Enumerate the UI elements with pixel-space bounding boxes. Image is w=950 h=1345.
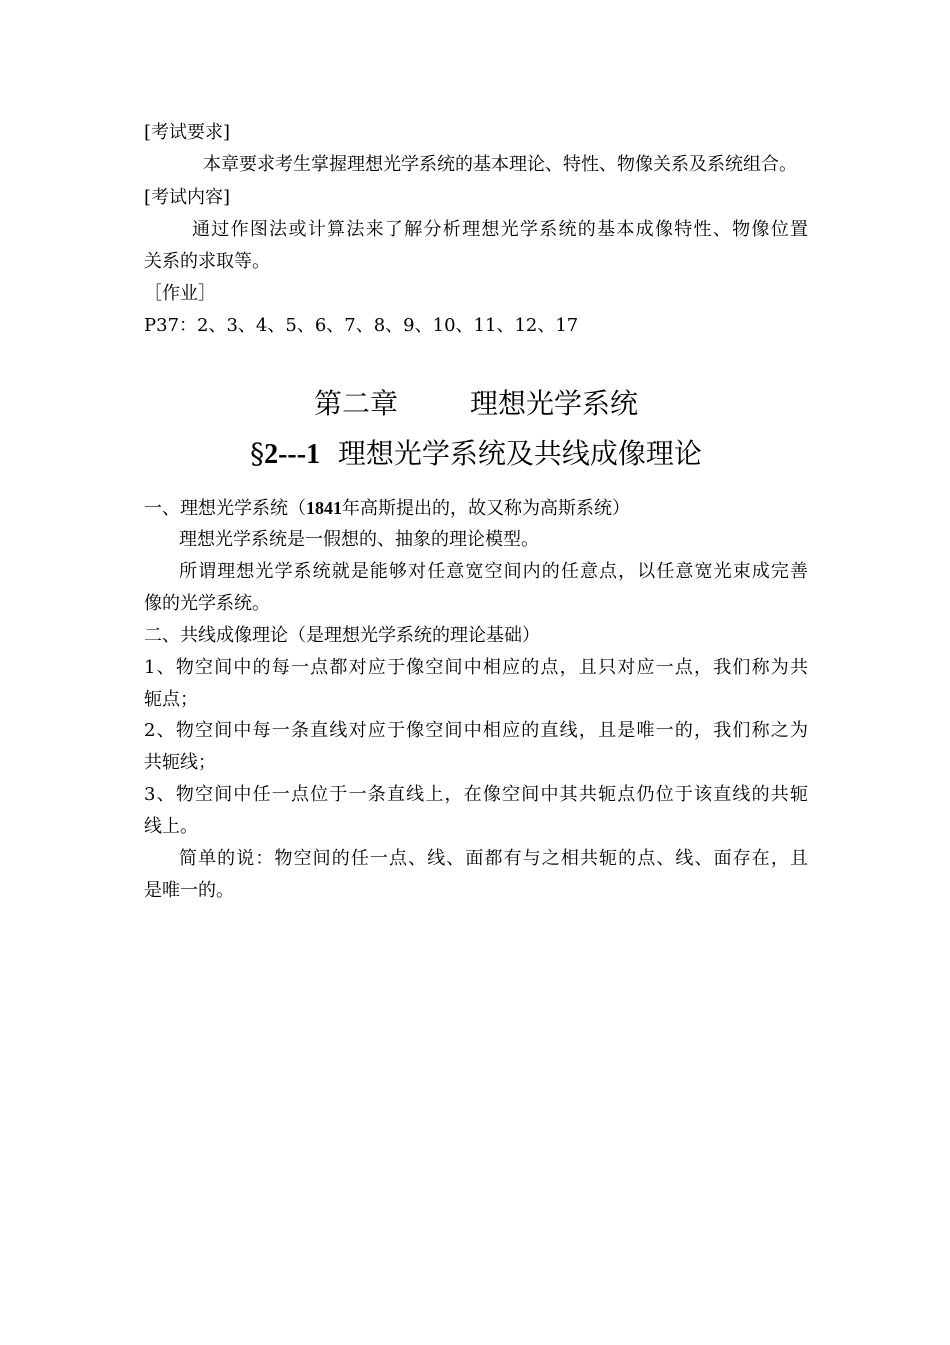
part2-item-2-line-1: 2、物空间中每一条直线对应于像空间中相应的直线，且是唯一的，我们称之为	[144, 720, 808, 741]
section-number: 2---1	[264, 439, 321, 470]
part2-item-3-line-2: 线上。	[144, 816, 198, 837]
part2-item-3-line-1: 3、物空间中任一点位于一条直线上，在像空间中其共轭点仍位于该直线的共轭	[144, 784, 808, 805]
part2-item-2-line-2: 共轭线；	[144, 752, 216, 773]
homework-heading: ［作业］	[144, 283, 216, 304]
part1-heading-post: 年高斯提出的，故又称为高斯系统）	[342, 498, 630, 519]
part1-heading-pre: 一、理想光学系统（	[144, 498, 306, 519]
homework-text: P37：2、3、4、5、6、7、8、9、10、11、12、17	[144, 315, 579, 336]
part1-heading	[144, 497, 630, 519]
chapter-number: 第二章	[313, 387, 398, 420]
section-heading	[144, 436, 808, 473]
exam-content-line-2: 关系的求取等。	[144, 251, 270, 272]
part1-heading-year: 1841	[306, 498, 342, 518]
part2-item-1-line-1: 1、物空间中的每一点都对应于像空间中相应的点，且只对应一点，我们称为共	[144, 657, 808, 678]
section-symbol: §	[250, 437, 265, 470]
part2-summary-line-1: 简单的说：物空间的任一点、线、面都有与之相共轭的点、线、面存在，且	[179, 848, 808, 869]
exam-requirements-text: 本章要求考生掌握理想光学系统的基本理论、特性、物像关系及系统组合。	[203, 154, 797, 175]
exam-requirements-heading: [考试要求]	[144, 122, 231, 143]
part1-paragraph-1: 理想光学系统是一假想的、抽象的理论模型。	[179, 529, 539, 550]
exam-content-heading: [考试内容]	[144, 187, 231, 208]
part1-paragraph-2-line-2: 像的光学系统。	[144, 593, 270, 614]
chapter-title: 理想光学系统	[470, 387, 639, 420]
exam-content-line-1: 通过作图法或计算法来了解分析理想光学系统的基本成像特性、物像位置	[192, 219, 808, 240]
part1-paragraph-2-line-1: 所谓理想光学系统就是能够对任意宽空间内的任意点，以任意宽光束成完善	[179, 561, 808, 582]
chapter-heading	[144, 386, 808, 422]
part2-item-1-line-2: 轭点；	[144, 689, 198, 710]
part2-heading: 二、共线成像理论（是理想光学系统的理论基础）	[144, 625, 540, 646]
section-title: 理想光学系统及共线成像理论	[337, 437, 702, 470]
part2-summary-line-2: 是唯一的。	[144, 880, 234, 901]
